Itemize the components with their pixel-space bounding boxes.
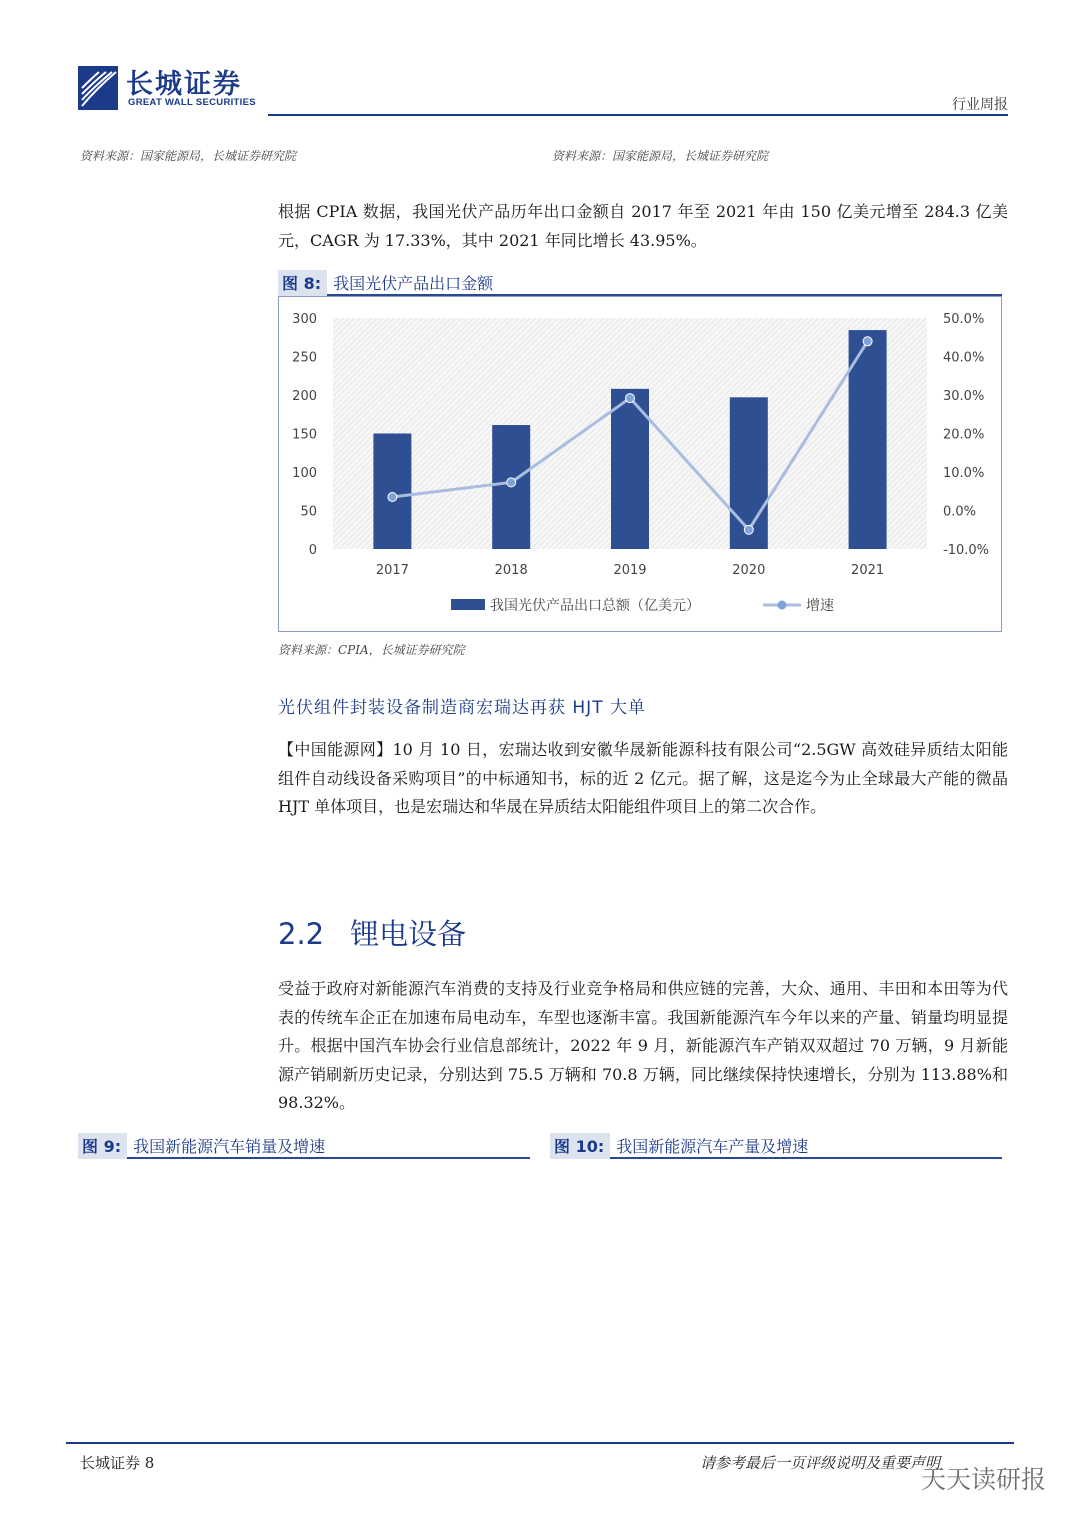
footer-page-label: 长城证券 8 <box>80 1454 155 1472</box>
section-title: 锂电设备 <box>350 917 467 951</box>
right-axis-tick-label: 0.0% <box>943 504 977 520</box>
legend-bar-label: 我国光伏产品出口总额（亿美元） <box>490 598 700 614</box>
figure-8-title: 我国光伏产品出口金额 <box>333 274 494 293</box>
figure-10-number: 图 10: <box>550 1133 610 1159</box>
legend-line-label: 增速 <box>806 598 834 614</box>
figure-8-title-bar <box>278 270 1002 296</box>
logo-icon <box>78 66 118 110</box>
right-axis-tick-label: 30.0% <box>943 389 985 404</box>
figure-9-title: 我国新能源汽车销量及增速 <box>133 1137 326 1156</box>
figure-8-source: 资料来源：CPIA，长城证券研究院 <box>278 643 465 657</box>
legend-bar-swatch <box>451 599 485 610</box>
x-axis-tick-label: 2020 <box>732 563 766 578</box>
watermark-text: 天天读研报 <box>920 1465 1046 1494</box>
growth-point <box>626 394 635 403</box>
left-axis-tick-label: 200 <box>292 389 317 404</box>
footer-disclaimer: 请参考最后一页评级说明及重要声明 <box>699 1454 940 1472</box>
section-number: 2.2 <box>278 917 325 951</box>
logo-english-name: GREAT WALL SECURITIES <box>128 97 256 108</box>
report-type-label: 行业周报 <box>952 97 1008 113</box>
left-axis-tick-label: 100 <box>292 466 317 481</box>
figure-10-title: 我国新能源汽车产量及增速 <box>616 1137 809 1156</box>
right-axis-tick-label: 50.0% <box>943 312 985 327</box>
growth-point <box>744 525 753 534</box>
left-axis-tick-label: 150 <box>292 427 317 443</box>
intro-paragraph: 根据 CPIA 数据，我国光伏产品历年出口金额自 2017 年至 2021 年由 150 亿美元增至 284.3 亿美元，CAGR 为 17.33%，其中 2021 年同比增长 43.95%。 <box>278 202 1008 250</box>
right-axis-tick-label: 10.0% <box>943 466 985 481</box>
growth-point <box>507 478 516 487</box>
left-axis-tick-label: 300 <box>292 312 317 327</box>
figure-8-chart-frame <box>278 296 1002 632</box>
right-axis-tick-label: 40.0% <box>943 350 985 366</box>
left-axis-tick-label: 50 <box>300 504 317 520</box>
section-paragraph: 受益于政府对新能源汽车消费的支持及行业竞争格局和供应链的完善，大众、通用、丰田和本田等为代表的传统车企正在加速布局电动车，车型也逐渐丰富。我国新能源汽车今年以来的产量、销量均明显提升。根据中国汽车协会行业信息部统计，2022 年 9 月，新能源汽车产销双双超过 70 万辆，9 月新能源产销刷新历史记录，分别达到 75.5 万辆和 70.8 万辆，同比继续保持快速增长，分别为 113.88%和 98.32%。 <box>278 979 1008 1112</box>
figure-9-number: 图 9: <box>78 1133 127 1159</box>
news-headline: 光伏组件封装设备制造商宏瑞达再获 HJT 大单 <box>278 698 646 718</box>
figure-8-number: 图 8: <box>278 270 327 296</box>
logo-chinese-name: 长城证券 <box>126 69 242 100</box>
growth-point <box>388 493 397 502</box>
legend-line-marker <box>778 601 787 610</box>
footer-divider <box>66 1442 1014 1444</box>
previous-figure-source-left: 资料来源：国家能源局，长城证券研究院 <box>80 149 297 163</box>
left-axis-tick-label: 0 <box>308 543 317 558</box>
bar-export-value <box>373 434 411 550</box>
figure-9-title-bar <box>78 1133 530 1159</box>
figure-10-title-bar <box>550 1133 1002 1159</box>
x-axis-tick-label: 2019 <box>613 563 647 578</box>
section-heading <box>278 912 466 953</box>
right-axis-tick-label: 20.0% <box>943 427 985 443</box>
x-axis-tick-label: 2018 <box>494 563 528 578</box>
previous-figure-source-right: 资料来源：国家能源局，长城证券研究院 <box>552 149 769 163</box>
export-value-chart <box>279 297 1001 631</box>
growth-point <box>863 337 872 346</box>
header-divider <box>268 114 1008 116</box>
x-axis-tick-label: 2017 <box>375 563 409 578</box>
left-axis-tick-label: 250 <box>292 350 317 366</box>
right-axis-tick-label: -10.0% <box>943 543 989 558</box>
x-axis-tick-label: 2021 <box>851 563 885 578</box>
news-paragraph: 【中国能源网】10 月 10 日，宏瑞达收到安徽华晟新能源科技有限公司“2.5GW 高效硅异质结太阳能组件自动线设备采购项目”的中标通知书，标的近 2 亿元。据了解，这是迄今为止全球最大产能的微晶 HJT 单体项目，也是宏瑞达和华晟在异质结太阳能组件项目上的第二次合作。 <box>278 740 1008 816</box>
